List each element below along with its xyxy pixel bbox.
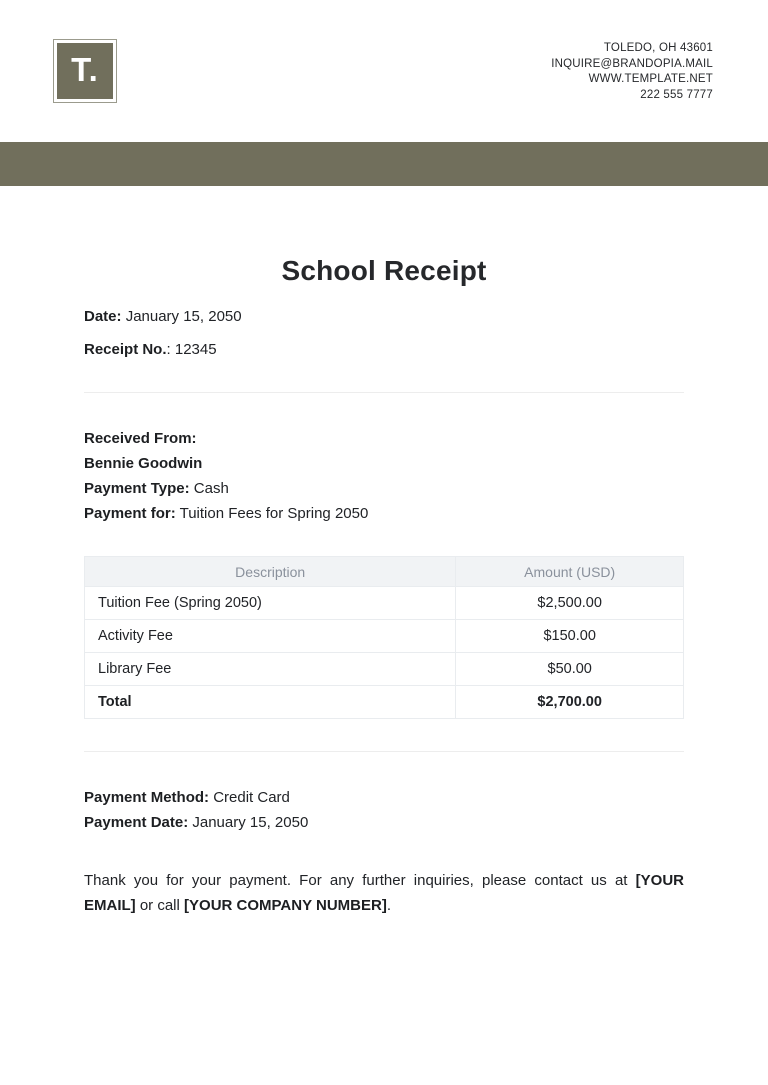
- contact-line-website: WWW.TEMPLATE.NET: [588, 73, 713, 85]
- contact-line-address: TOLEDO, OH 43601: [603, 42, 713, 54]
- table-row: [85, 587, 684, 620]
- section-divider-bottom: [84, 751, 684, 752]
- receipt-no-value: : 12345: [166, 341, 217, 358]
- closing-number-placeholder: [YOUR COMPANY NUMBER]: [184, 897, 387, 914]
- received-from-label: Received From:: [84, 430, 197, 447]
- received-from-heading: [84, 426, 684, 451]
- payment-method-line: [84, 785, 684, 810]
- total-row: [85, 686, 684, 719]
- payer-name-line: [84, 451, 684, 476]
- closing-text: Thank you for your payment. For any further inquiries, please contact us at: [84, 872, 636, 889]
- payment-date-label: Payment Date:: [84, 814, 189, 831]
- date-label: Date:: [84, 308, 122, 325]
- column-header-description: Description: [85, 557, 456, 587]
- date-value: January 15, 2050: [125, 308, 242, 325]
- page-title: School Receipt: [281, 255, 487, 286]
- charges-table: [84, 556, 684, 719]
- closing-text: or call: [135, 897, 185, 914]
- contact-info: [551, 41, 713, 103]
- description-cell: Activity Fee: [85, 620, 456, 653]
- description-cell: Library Fee: [85, 653, 456, 686]
- contact-line-email: INQUIRE@BRANDOPIA.MAIL: [551, 57, 713, 70]
- table-row: [85, 653, 684, 686]
- description-cell: Tuition Fee (Spring 2050): [85, 587, 456, 620]
- closing-email-placeholder: [YOUR EMAIL]: [84, 872, 684, 914]
- contact-line-phone: 222 555 7777: [640, 88, 713, 101]
- page-header: [0, 0, 768, 142]
- column-header-amount: Amount (USD): [456, 557, 684, 587]
- logo-text: T.: [71, 50, 99, 88]
- payment-type-label: Payment Type:: [84, 480, 190, 497]
- payment-date-line: [84, 810, 684, 835]
- table-header-row: [85, 557, 684, 587]
- payment-method-value: Credit Card: [213, 789, 290, 806]
- amount-cell: $50.00: [456, 653, 684, 686]
- payment-for-line: [84, 501, 684, 526]
- receipt-no-label: Receipt No.: [84, 341, 167, 358]
- accent-band: [0, 142, 768, 186]
- section-divider-top: [84, 392, 684, 393]
- receipt-content: [84, 254, 684, 918]
- closing-note: [84, 868, 684, 918]
- amount-cell: $150.00: [456, 620, 684, 653]
- payer-name: Bennie Goodwin: [84, 455, 203, 472]
- logo-mark: [57, 43, 113, 99]
- payment-type-value: Cash: [193, 480, 229, 497]
- payment-date-value: January 15, 2050: [192, 814, 309, 831]
- payment-method-label: Payment Method:: [84, 789, 210, 806]
- received-from-section: [84, 426, 684, 526]
- total-amount-cell: $2,700.00: [456, 686, 684, 719]
- payment-details-section: [84, 785, 684, 835]
- amount-cell: $2,500.00: [456, 587, 684, 620]
- payment-type-line: [84, 476, 684, 501]
- closing-text: .: [386, 897, 391, 914]
- total-label-cell: Total: [85, 686, 456, 719]
- table-row: [85, 620, 684, 653]
- company-logo: [53, 39, 117, 103]
- payment-for-value: Tuition Fees for Spring 2050: [179, 505, 369, 522]
- receipt-no-line: [84, 340, 684, 360]
- payment-for-label: Payment for:: [84, 505, 176, 522]
- date-line: [84, 307, 684, 327]
